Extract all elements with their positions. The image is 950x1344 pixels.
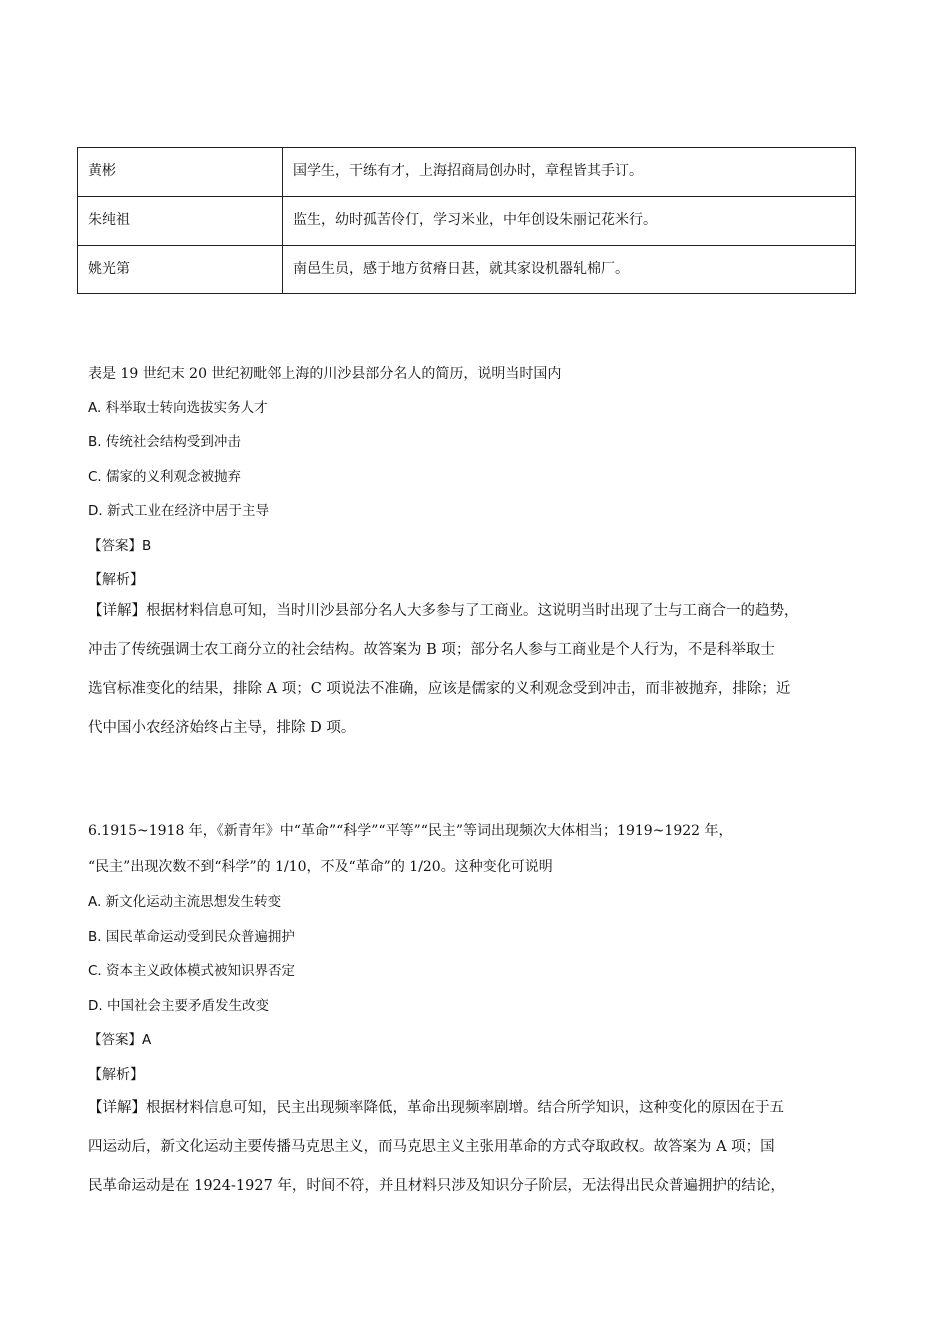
q6-analysis-label: 【解析】 [88, 1067, 144, 1083]
q6-detail-line: 民革命运动是在 1924-1927 年，时间不符，并且材料只涉及知识分子阶层，无法得出民众普遍拥护的结论， [88, 1178, 785, 1194]
q6-detail-line: 四运动后，新文化运动主要传播马克思主义，而马克思主义主张用革命的方式夺取政权。故答案为 A 项；国 [88, 1139, 775, 1155]
q5-detail-line: 【详解】根据材料信息可知，当时川沙县部分名人大多参与了工商业。这说明当时出现了士与工商合一的趋势， [88, 603, 799, 619]
q5-option-b: B. 传统社会结构受到冲击 [88, 434, 241, 450]
q6-stem-line-1: 6.1915~1918 年，《新青年》中“革命”“科学”“平等”“民主”等词出现频次大体相当；1919~1922 年， [88, 823, 733, 839]
q5-option-d: D. 新式工业在经济中居于主导 [88, 503, 269, 519]
q6-answer: 【答案】A [88, 1032, 152, 1048]
table-cell-bio: 监生，幼时孤苦伶仃，学习米业，中年创设朱丽记花米行。 [283, 197, 856, 246]
table-row [78, 246, 856, 294]
q5-option-a: A. 科举取士转向选拔实务人才 [88, 400, 268, 416]
table-cell-bio: 南邑生员，感于地方贫瘠日甚，就其家设机器轧棉厂。 [283, 246, 856, 294]
q6-option-c: C. 资本主义政体模式被知识界否定 [88, 963, 296, 979]
q6-option-d: D. 中国社会主要矛盾发生改变 [88, 998, 269, 1014]
table-row [78, 148, 856, 197]
q6-option-b: B. 国民革命运动受到民众普遍拥护 [88, 929, 295, 945]
q5-option-c: C. 儒家的义利观念被抛弃 [88, 469, 242, 485]
table-cell-name: 朱纯祖 [78, 197, 283, 246]
q5-analysis-label: 【解析】 [88, 572, 144, 588]
q5-detail-line: 选官标准变化的结果，排除 A 项；C 项说法不准确，应该是儒家的义利观念受到冲击，而非被抛弃，排除；近 [88, 681, 791, 697]
q6-detail [88, 1089, 868, 1206]
table-row [78, 197, 856, 246]
bio-table [77, 147, 856, 294]
table-cell-name: 黄彬 [78, 148, 283, 197]
q6-option-a: A. 新文化运动主流思想发生转变 [88, 894, 282, 910]
q6-stem-line-2: “民主”出现次数不到“科学”的 1/10，不及“革命”的 1/20。这种变化可说明 [88, 859, 553, 875]
q5-detail-line: 冲击了传统强调士农工商分立的社会结构。故答案为 B 项；部分名人参与工商业是个人行为，不是科举取士 [88, 642, 775, 658]
table-cell-name: 姚光第 [78, 246, 283, 294]
q5-detail-line: 代中国小农经济始终占主导，排除 D 项。 [88, 720, 356, 736]
q5-stem: 表是 19 世纪末 20 世纪初毗邻上海的川沙县部分名人的简历，说明当时国内 [88, 366, 562, 382]
q5-detail [88, 592, 868, 748]
q5-answer: 【答案】B [88, 538, 152, 554]
q6-detail-line: 【详解】根据材料信息可知，民主出现频率降低，革命出现频率剧增。结合所学知识，这种变化的原因在于五 [88, 1100, 784, 1116]
table-cell-bio: 国学生，干练有才，上海招商局创办时，章程皆其手订。 [283, 148, 856, 197]
